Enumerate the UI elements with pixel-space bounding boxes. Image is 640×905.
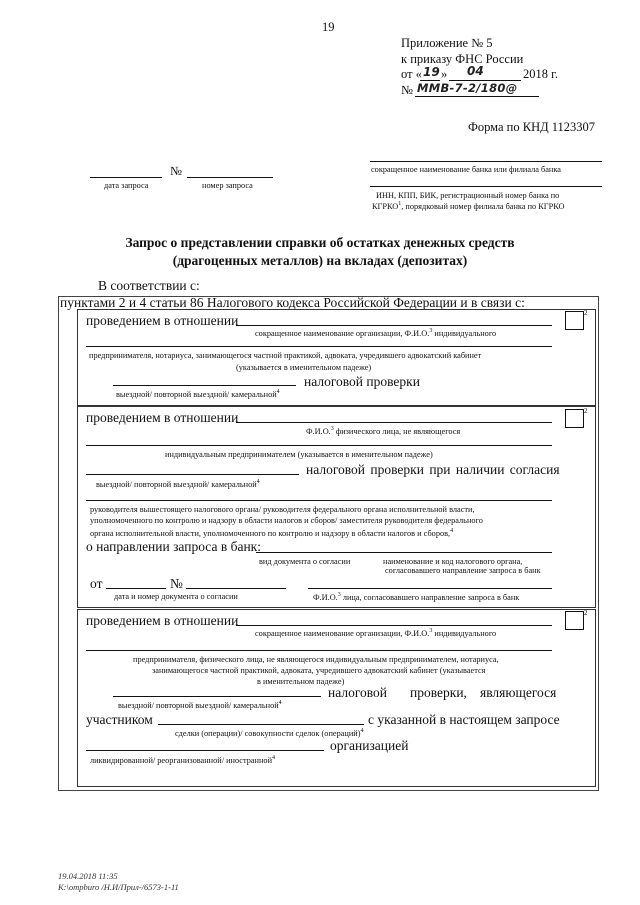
bank-name-label: сокращенное наименование банка или филиала банка bbox=[371, 165, 561, 174]
block3-label-2: предпринимателя, физического лица, не являющегося индивидуальным предпринимателем, нотариуса, bbox=[133, 655, 499, 664]
block2-num: № bbox=[170, 576, 183, 591]
intro-text: В соответствии с: bbox=[98, 278, 200, 293]
block1-tax-audit: налоговой проверки bbox=[304, 374, 420, 389]
appendix-title: Приложение № 5 bbox=[401, 36, 493, 50]
number-prefix: № bbox=[401, 83, 413, 97]
date-mid: » bbox=[441, 67, 448, 81]
block1-label-4: выездной/ повторной выездной/ камеральной$^4$ bbox=[116, 389, 280, 399]
block2-direction: о направлении запроса в банк: bbox=[86, 539, 261, 554]
block1-label-2: предпринимателя, нотариуса, занимающегося частной практикой, адвоката, учредившего адвокатский кабинет bbox=[89, 351, 482, 360]
block1-subject-line-2[interactable] bbox=[86, 346, 552, 347]
block2-consent-line[interactable] bbox=[86, 500, 552, 501]
date-month: 04 bbox=[467, 64, 484, 78]
block2-subject-line[interactable] bbox=[236, 422, 552, 423]
block3-transaction-line[interactable] bbox=[158, 724, 364, 725]
block3-label-3: занимающегося частной практикой, адвоката, учредившего адвокатский кабинет (указывается bbox=[152, 666, 486, 675]
block2-label-6: органа исполнительной власти, уполномоченного по контролю и надзору в области налогов и сборов,$^4$ bbox=[90, 528, 454, 538]
footer-timestamp: 19.04.2018 11:35 bbox=[58, 871, 118, 881]
block2-label-10: дата и номер документа о согласии bbox=[114, 592, 238, 601]
block2-tax-audit: налоговой проверки при наличии согласия bbox=[306, 462, 560, 477]
block1-label-1: сокращенное наименование организации, Ф.И.О.$^3$ индивидуального bbox=[255, 328, 497, 338]
block3-lead: проведением в отношении bbox=[86, 613, 239, 628]
footer-path: K:\ompburo /Н.И/Прил-/6573-1-11 bbox=[58, 882, 179, 892]
block1-lead: проведением в отношении bbox=[86, 313, 239, 328]
block3-participant: участником bbox=[86, 712, 153, 727]
block3-subject-line[interactable] bbox=[236, 625, 552, 626]
block3-label-4: в именительном падеже) bbox=[257, 677, 345, 686]
block2-type-line[interactable] bbox=[86, 474, 299, 475]
block3-tax-b: проверки, bbox=[410, 685, 467, 700]
block3-subject-line-2[interactable] bbox=[86, 650, 552, 651]
block2-subject-line-2[interactable] bbox=[86, 445, 552, 446]
block2-label-1: Ф.И.О.$^3$ физического лица, не являющегося bbox=[306, 426, 461, 436]
block2-label-9: согласовавшего направление запроса в банк bbox=[385, 566, 541, 575]
block2-consent-doc-line[interactable] bbox=[256, 552, 552, 553]
block3-org-status-line[interactable] bbox=[86, 750, 324, 751]
block2-label-2: индивидуальным предпринимателем (указывается в именительном падеже) bbox=[165, 450, 433, 459]
block3-tax-a: налоговой bbox=[328, 685, 388, 700]
date-year: 2018 г. bbox=[523, 67, 558, 81]
date-day: 19 bbox=[423, 65, 440, 79]
block3-footnote: 2 bbox=[584, 609, 588, 617]
document-title-line-2: (драгоценных металлов) на вкладах (депозитах) bbox=[172, 253, 468, 268]
bank-name-line[interactable] bbox=[370, 161, 602, 162]
block1-label-3: (указывается в именительном падеже) bbox=[236, 363, 372, 372]
bank-inn-line[interactable] bbox=[370, 186, 602, 187]
block2-label-3: выездной/ повторной выездной/ камеральной$^4$ bbox=[96, 479, 260, 489]
block2-label-8: наименование и код налогового органа, bbox=[383, 557, 523, 566]
block2-footnote: 2 bbox=[584, 407, 588, 415]
date-prefix: от « bbox=[401, 67, 422, 81]
block2-consent-date-line[interactable] bbox=[106, 588, 166, 589]
block2-from: от bbox=[90, 576, 103, 591]
appendix-order: к приказу ФНС России bbox=[401, 52, 524, 66]
request-date-label: дата запроса bbox=[104, 181, 149, 190]
bank-inn-label-2: КГРКО$^1$, порядковый номер филиала банка по КГРКО bbox=[372, 201, 565, 211]
block1-type-line[interactable] bbox=[113, 385, 296, 386]
block2-label-11: Ф.И.О.$^3$ лица, согласовавшего направление запроса в банк bbox=[313, 592, 520, 602]
bank-inn-label-1: ИНН, КПП, БИК, регистрационный номер банка по bbox=[376, 191, 560, 200]
block3-specified: с указанной в настоящем запросе bbox=[368, 712, 560, 727]
block3-type-line[interactable] bbox=[113, 696, 321, 697]
block3-label-5: выездной/ повторной выездной/ камеральной$^4$ bbox=[118, 700, 282, 710]
block1-footnote: 2 bbox=[584, 309, 588, 317]
page-number: 19 bbox=[322, 20, 335, 34]
block2-lead: проведением в отношении bbox=[86, 410, 239, 425]
block1-checkbox[interactable] bbox=[565, 311, 584, 330]
block2-label-7: вид документа о согласии bbox=[259, 557, 351, 566]
block3-checkbox[interactable] bbox=[565, 611, 584, 630]
block2-checkbox[interactable] bbox=[565, 409, 584, 428]
order-number-handwritten: ММВ-7-2/180@ bbox=[417, 81, 518, 95]
request-date-line[interactable] bbox=[90, 177, 162, 178]
number-sign: № bbox=[170, 164, 182, 178]
block2-label-4: руководителя вышестоящего налогового органа/ руководителя федерального органа исполнительной власти, bbox=[90, 505, 475, 514]
form-code: Форма по КНД 1123307 bbox=[468, 120, 596, 134]
block1-subject-line[interactable] bbox=[236, 325, 552, 326]
block2-approver-line[interactable] bbox=[308, 588, 552, 589]
appendix-number bbox=[401, 83, 601, 99]
block3-label-7: ликвидированной/ реорганизованной/ иностранной$^4$ bbox=[90, 755, 276, 765]
block3-organization: организацией bbox=[330, 738, 409, 753]
block2-consent-number-line[interactable] bbox=[186, 588, 286, 589]
document-title-line-1: Запрос о представлении справки об остатках денежных средств bbox=[125, 235, 515, 250]
block3-tax-c: являющегося bbox=[480, 685, 557, 700]
block2-label-5: уполномоченного по контролю и надзору в области налогов и сборов/ заместителя руководителя федерального bbox=[90, 516, 483, 525]
request-number-label: номер запроса bbox=[202, 181, 253, 190]
request-number-line[interactable] bbox=[187, 177, 273, 178]
block3-label-6: сделки (операции)/ совокупности сделок (операций)$^4$ bbox=[175, 728, 364, 738]
block3-label-1: сокращенное наименование организации, Ф.И.О.$^3$ индивидуального bbox=[255, 628, 497, 638]
statute-text: пунктами 2 и 4 статьи 86 Налогового кодекса Российской Федерации и в связи с: bbox=[60, 295, 525, 310]
